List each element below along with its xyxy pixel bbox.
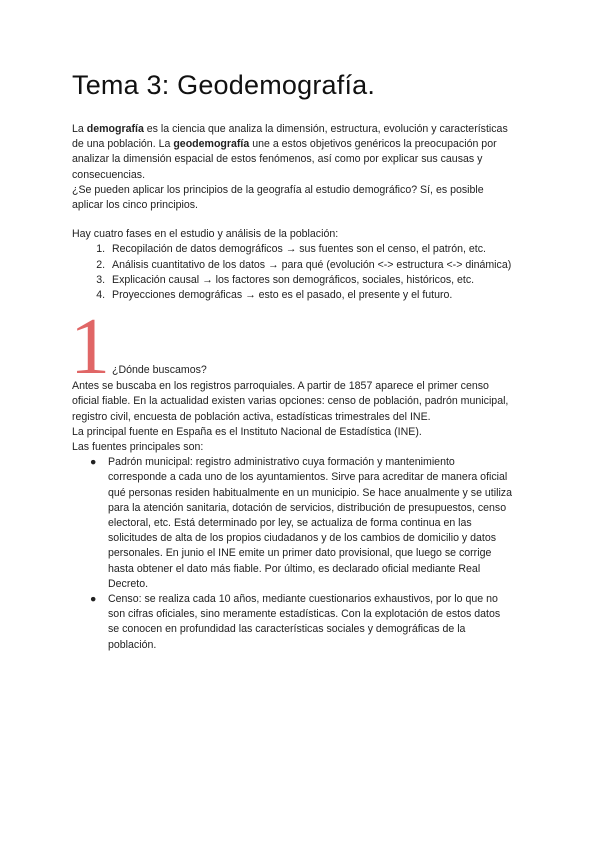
intro-text-3: une a estos objetivos genéricos la preocupación por analizar la dimensión espacial de estos fenómenos, así como por explicar sus causas y consecuencias. <box>72 138 497 181</box>
list-item <box>90 592 512 653</box>
bullet-icon: ● <box>90 593 97 606</box>
term-geodemografia: geodemografía <box>173 138 250 151</box>
intro-text-1: La <box>72 123 87 135</box>
page-title: Tema 3: Geodemografía. <box>72 70 376 100</box>
term-demografia: demografía <box>86 123 144 135</box>
section-paragraph: La principal fuente en España es el Instituto Nacional de Estadística (INE). <box>72 425 422 438</box>
phases-intro: Hay cuatro fases en el estudio y análisis de la población: <box>72 228 339 241</box>
phase-item: 1. Recopilación de datos demográficos → sus fuentes son el censo, el patrón, etc. <box>108 242 512 257</box>
section-header <box>70 303 512 392</box>
intro-question: ¿Se pueden aplicar los principios de la geografía al estudio demográfico? Sí, es posible aplicar los cinco principios. <box>72 183 484 212</box>
phase-item: 4. Proyecciones demográficas → esto es el pasado, el presente y el futuro. <box>108 288 512 303</box>
phase-item: 3. Explicación causal → los factores son demográficos, sociales, históricos, etc. <box>108 273 512 288</box>
phases-list <box>72 242 512 303</box>
document-body <box>72 122 512 653</box>
intro-text-2: es la ciencia que analiza la dimensión, estructura, evolución y características de una población. La <box>72 123 508 151</box>
phase-item: 2. Análisis cuantitativo de los datos → para qué (evolución <-> estructura <-> dinámica) <box>108 258 512 273</box>
section-number: 1 <box>70 303 110 392</box>
bullet-icon: ● <box>90 456 97 469</box>
section-paragraph: Las fuentes principales son: <box>72 441 204 454</box>
list-item <box>90 455 512 592</box>
intro-paragraph <box>72 122 512 183</box>
sources-list <box>72 455 512 653</box>
list-item-text: Padrón municipal: registro administrativo cuya formación y mantenimiento corresponde a cada uno de los ayuntamientos. Sirve para acreditar de manera oficial qué personas residen habitualmente en un municipio. Se hace anualmente y se utiliza para la atención sanitaria, dotación de servicios, distribución de presupuestos, censo electoral, etc. Está determinado por ley, se actualiza de forma continua en las solicitudes de alta de los propios ciudadanos y de los cambios de domicilio y datos personales. En junio el INE emite un primer dato provisional, que luego se corrige hasta obtener el dato más fiable. Por último, es declarado oficial mediante Real Decreto. <box>108 456 512 590</box>
section-title: ¿Dónde buscamos? <box>112 364 207 377</box>
list-item-text: Censo: se realiza cada 10 años, mediante cuestionarios exhaustivos, por lo que no son cifras oficiales, sino meramente estadísticas. Con la explotación de estos datos se conocen en profundidad las características sociales y demográficas de la población. <box>108 593 501 651</box>
section-paragraph: Antes se buscaba en los registros parroquiales. A partir de 1857 aparece el primer censo oficial fiable. En la actualidad existen varias opciones: censo de población, padrón municipal, registro civil, encuesta de población activa, estadísticas trimestrales del INE. <box>72 380 509 423</box>
